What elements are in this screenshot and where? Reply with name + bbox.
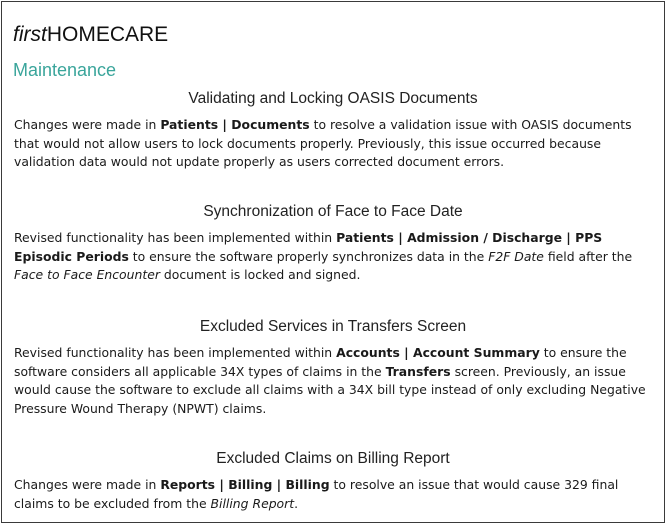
release-note-item bbox=[14, 317, 652, 418]
menu-path-text: Patients | Admission / Discharge | PPS Episodic Periods bbox=[14, 230, 603, 264]
item-title: Excluded Services in Transfers Screen bbox=[199, 318, 467, 335]
emphasis-text: Billing Report bbox=[210, 495, 295, 511]
item-body bbox=[14, 229, 652, 285]
body-text: Changes were made in bbox=[14, 117, 161, 132]
body-text: to resolve a validation issue with OASIS documents that would not allow users to lock documents properly. Previously, this issue occurred because validation data would not update properly as users corrected document errors. bbox=[14, 117, 632, 169]
body-text: Revised functionality has been implemented within bbox=[14, 345, 337, 360]
release-note-item bbox=[14, 202, 652, 285]
menu-path-text: Reports | Billing | Billing bbox=[160, 477, 330, 492]
menu-path-text: Patients | Documents bbox=[160, 117, 310, 132]
brand-logo bbox=[13, 22, 168, 48]
body-text: screen. Previously, an issue would cause the software to exclude all claims with a 34X bill type instead of only excluding Negative Pressure Wound Therapy (NPWT) claims. bbox=[14, 363, 646, 416]
body-text: to ensure the software considers all applicable 34X types of claims in the bbox=[14, 345, 627, 379]
release-note-item bbox=[14, 449, 652, 513]
section-heading: Maintenance bbox=[13, 60, 117, 80]
body-text: to resolve an issue that would cause 329 final claims to be excluded from the bbox=[14, 477, 619, 511]
emphasis-text: F2F Date bbox=[488, 248, 544, 264]
menu-path-text: Accounts | Account Summary bbox=[336, 345, 540, 360]
body-text: document is locked and signed. bbox=[159, 267, 361, 282]
body-text: . bbox=[294, 495, 299, 511]
item-body bbox=[14, 476, 652, 513]
menu-path-text: Transfers bbox=[385, 363, 451, 379]
emphasis-text: Face to Face Encounter bbox=[14, 267, 160, 282]
item-title: Excluded Claims on Billing Report bbox=[216, 450, 450, 467]
body-text: field after the bbox=[543, 248, 633, 264]
item-title: Validating and Locking OASIS Documents bbox=[188, 90, 478, 107]
item-title: Synchronization of Face to Face Date bbox=[203, 203, 463, 220]
brand-homecare: HOMECARE bbox=[46, 23, 169, 46]
item-body bbox=[14, 344, 652, 418]
document-frame bbox=[1, 1, 665, 523]
body-text: Revised functionality has been implemented within bbox=[14, 230, 337, 245]
item-body bbox=[14, 116, 652, 172]
release-note-item bbox=[14, 89, 652, 172]
brand-first: first bbox=[13, 23, 47, 46]
body-text: Changes were made in bbox=[14, 477, 161, 492]
body-text: to ensure the software properly synchronizes data in the bbox=[128, 248, 489, 264]
